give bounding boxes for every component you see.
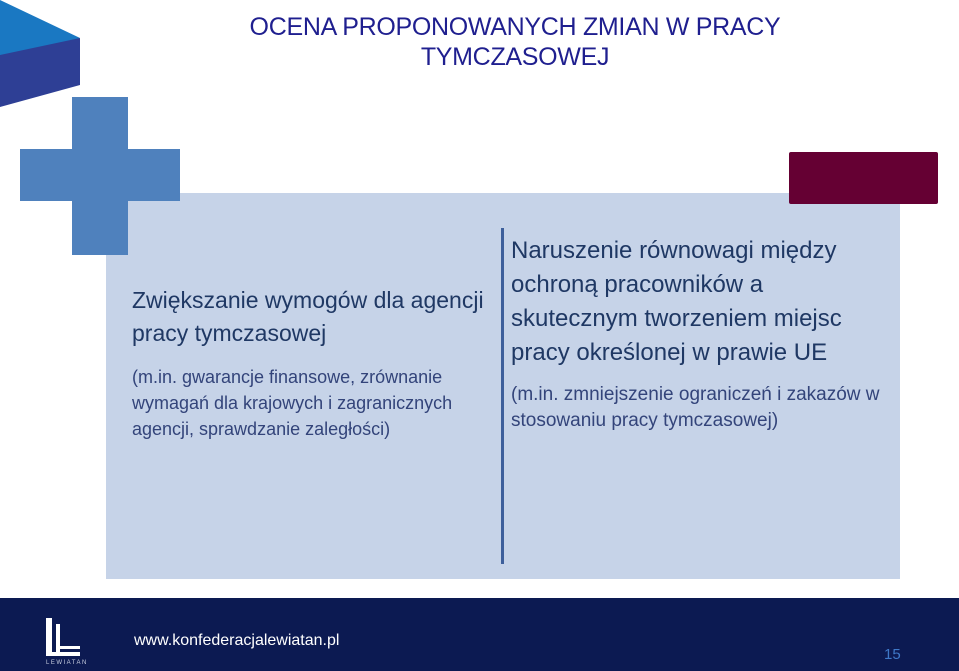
right-detail: (m.in. zmniejszenie ograniczeń i zakazów w stosowaniu pracy tymczasowej): [511, 384, 880, 431]
plus-decoration-horizontal: [20, 149, 180, 201]
left-column: [132, 284, 492, 442]
footer-url-link[interactable]: www.konfederacjalewiatan.pl: [134, 632, 340, 649]
brand-name: LEWIATAN: [46, 660, 88, 666]
slide-title: OCENA PROPONOWANYCH ZMIAN W PRACY TYMCZASOWEJ: [249, 13, 781, 71]
corner-chevron-logo: [0, 0, 90, 110]
right-column: [511, 234, 891, 434]
right-heading: Naruszenie równowagi między ochroną pracowników a skutecznym tworzeniem miejsc pracy określonej w prawie UE: [511, 237, 842, 366]
column-divider: [501, 228, 504, 564]
left-detail: (m.in. gwarancje finansowe, zrównanie wymagań dla krajowych i zagranicznych agencji, sprawdzanie zaległości): [132, 367, 453, 439]
left-heading: Zwiększanie wymogów dla agencji pracy tymczasowej: [132, 287, 484, 346]
page-number: 15: [884, 646, 901, 663]
lewiatan-logo-icon: [40, 616, 84, 660]
decorative-maroon-box: [789, 152, 938, 204]
